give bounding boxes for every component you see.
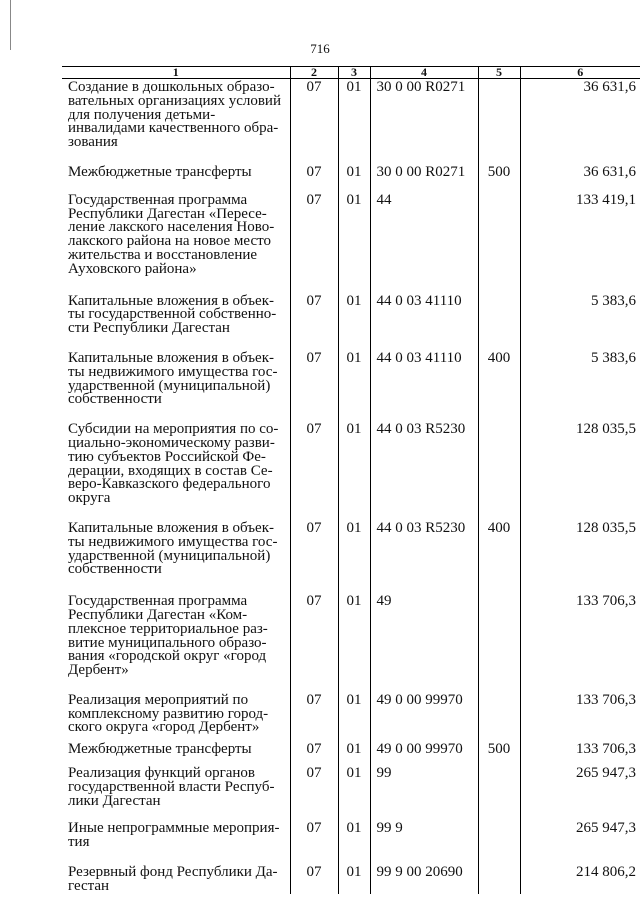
section-code-cell [290, 350, 338, 421]
section-code-text: 07 [306, 349, 322, 366]
expense-type-cell [478, 293, 520, 350]
target-article-cell [370, 520, 478, 593]
table-row [62, 520, 640, 593]
expense-name-cell [62, 192, 290, 293]
target-article-text: 99 9 00 20690 [376, 864, 463, 881]
table-row [62, 692, 640, 741]
amount-text: 5 383,6 [591, 349, 636, 366]
amount-cell [520, 820, 640, 864]
amount-cell [520, 593, 640, 692]
amount-text: 128 035,5 [576, 519, 636, 536]
amount-text: 5 383,6 [591, 292, 636, 309]
section-code-cell [290, 692, 338, 741]
amount-text: 36 631,6 [583, 163, 636, 180]
target-article-text: 44 [376, 191, 392, 208]
amount-cell [520, 421, 640, 520]
table-row [62, 741, 640, 765]
subsection-code-cell [338, 765, 370, 820]
expense-name-cell [62, 820, 290, 864]
section-code-text: 07 [306, 292, 322, 309]
expense-name-text: Иные непрограммные мероприя- тия [68, 820, 280, 851]
target-article-cell [370, 293, 478, 350]
table-row [62, 192, 640, 293]
expense-type-cell [478, 765, 520, 820]
expense-name-cell [62, 864, 290, 894]
budget-table [62, 66, 640, 894]
budget-table-container [62, 66, 640, 894]
section-code-cell [290, 864, 338, 894]
subsection-code-text: 01 [346, 519, 362, 536]
subsection-code-text: 01 [346, 593, 362, 610]
subsection-code-cell [338, 164, 370, 192]
table-row [62, 593, 640, 692]
expense-name-cell [62, 79, 290, 164]
section-code-cell [290, 520, 338, 593]
section-code-cell [290, 741, 338, 765]
table-row [62, 820, 640, 864]
section-code-text: 07 [306, 79, 322, 95]
target-article-cell [370, 741, 478, 765]
subsection-code-text: 01 [346, 79, 362, 95]
expense-type-cell [478, 350, 520, 421]
target-article-text: 44 0 03 41110 [376, 349, 462, 366]
amount-cell [520, 692, 640, 741]
target-article-cell [370, 692, 478, 741]
target-article-cell [370, 421, 478, 520]
amount-text: 133 419,1 [576, 191, 636, 208]
subsection-code-cell [338, 350, 370, 421]
expense-type-cell [478, 520, 520, 593]
section-code-cell [290, 293, 338, 350]
expense-name-cell [62, 593, 290, 692]
amount-text: 133 706,3 [576, 741, 636, 758]
subsection-code-cell [338, 192, 370, 293]
expense-name-text: Субсидии на мероприятия по со- циально-экономическому разви- тию субъектов Российской Фе- дерации, входящих в состав Се- веро-Кавказского федерального округа [68, 421, 279, 507]
expense-name-cell [62, 164, 290, 192]
target-article-cell [370, 79, 478, 164]
table-body [62, 79, 640, 894]
expense-name-cell [62, 741, 290, 765]
column-header-1: 1 [62, 67, 290, 79]
expense-type-text: 400 [487, 349, 511, 366]
column-header-5: 5 [478, 67, 520, 79]
column-header-2: 2 [290, 67, 338, 79]
section-code-text: 07 [306, 421, 322, 438]
amount-cell [520, 192, 640, 293]
target-article-cell [370, 350, 478, 421]
subsection-code-text: 01 [346, 765, 362, 782]
amount-cell [520, 520, 640, 593]
expense-type-text: 400 [487, 519, 511, 536]
target-article-text: 44 0 03 41110 [376, 292, 462, 309]
expense-name-text: Капитальные вложения в объек- ты недвижимого имущества гос- ударственной (муниципальной) собственности [68, 519, 278, 578]
expense-name-text: Капитальные вложения в объек- ты государственной собственно- сти Республики Дагестан [68, 292, 277, 337]
expense-name-text: Государственная программа Республики Дагестан «Пересе- ление лакского населения Ново- лакского района на новое место жительства и восстановление Ауховского района» [68, 191, 275, 277]
target-article-text: 49 [376, 593, 392, 610]
section-code-text: 07 [306, 163, 322, 180]
amount-text: 265 947,3 [576, 820, 636, 837]
target-article-cell [370, 593, 478, 692]
target-article-text: 99 9 [376, 820, 403, 837]
table-row [62, 765, 640, 820]
amount-cell [520, 164, 640, 192]
target-article-cell [370, 164, 478, 192]
section-code-cell [290, 79, 338, 164]
section-code-text: 07 [306, 519, 322, 536]
amount-text: 265 947,3 [576, 765, 636, 782]
subsection-code-text: 01 [346, 691, 362, 708]
expense-type-cell [478, 741, 520, 765]
target-article-cell [370, 864, 478, 894]
expense-name-text: Реализация функций органов государственной власти Респуб- лики Дагестан [68, 765, 275, 809]
expense-name-cell [62, 350, 290, 421]
subsection-code-cell [338, 741, 370, 765]
subsection-code-cell [338, 692, 370, 741]
expense-type-text: 500 [487, 163, 511, 180]
expense-name-cell [62, 520, 290, 593]
amount-text: 214 806,2 [576, 864, 636, 881]
table-row [62, 293, 640, 350]
subsection-code-text: 01 [346, 191, 362, 208]
section-code-cell [290, 164, 338, 192]
amount-text: 133 706,3 [576, 691, 636, 708]
section-code-text: 07 [306, 864, 322, 881]
subsection-code-cell [338, 520, 370, 593]
target-article-text: 44 0 03 R5230 [376, 421, 466, 438]
section-code-cell [290, 421, 338, 520]
subsection-code-text: 01 [346, 741, 362, 758]
table-row [62, 350, 640, 421]
section-code-text: 07 [306, 765, 322, 782]
table-row [62, 864, 640, 894]
expense-name-text: Капитальные вложения в объек- ты недвижимого имущества гос- ударственной (муниципальной) собственности [68, 349, 278, 408]
section-code-cell [290, 765, 338, 820]
amount-cell [520, 741, 640, 765]
subsection-code-cell [338, 864, 370, 894]
target-article-cell [370, 820, 478, 864]
target-article-text: 44 0 03 R5230 [376, 519, 466, 536]
amount-cell [520, 350, 640, 421]
expense-name-cell [62, 421, 290, 520]
expense-type-cell [478, 164, 520, 192]
expense-name-text: Создание в дошкольных образо- вательных организациях условий для получения детьми- инвалидами качественного обра- зования [68, 79, 281, 151]
table-row [62, 164, 640, 192]
amount-cell [520, 79, 640, 164]
expense-type-cell [478, 421, 520, 520]
expense-name-cell [62, 293, 290, 350]
page-number: 716 [310, 41, 330, 56]
section-code-cell [290, 192, 338, 293]
section-code-text: 07 [306, 191, 322, 208]
expense-name-text: Межбюджетные трансферты [68, 163, 252, 180]
subsection-code-text: 01 [346, 349, 362, 366]
amount-cell [520, 864, 640, 894]
section-code-text: 07 [306, 691, 322, 708]
subsection-code-cell [338, 293, 370, 350]
subsection-code-text: 01 [346, 864, 362, 881]
column-header-4: 4 [370, 67, 478, 79]
amount-text: 128 035,5 [576, 421, 636, 438]
subsection-code-text: 01 [346, 820, 362, 837]
subsection-code-cell [338, 79, 370, 164]
subsection-code-text: 01 [346, 163, 362, 180]
expense-type-cell [478, 593, 520, 692]
section-code-text: 07 [306, 741, 322, 758]
expense-name-text: Государственная программа Республики Дагестан «Ком- плексное территориальное раз- витие муниципального образо- вания «городской округ «город Дербент» [68, 593, 268, 679]
target-article-text: 49 0 00 99970 [376, 691, 463, 708]
amount-text: 36 631,6 [583, 79, 636, 95]
expense-type-cell [478, 192, 520, 293]
subsection-code-cell [338, 820, 370, 864]
amount-text: 133 706,3 [576, 593, 636, 610]
section-code-text: 07 [306, 820, 322, 837]
expense-name-text: Межбюджетные трансферты [68, 741, 252, 758]
table-row [62, 421, 640, 520]
target-article-cell [370, 765, 478, 820]
subsection-code-text: 01 [346, 421, 362, 438]
expense-type-cell [478, 692, 520, 741]
expense-name-text: Резервный фонд Республики Да- гестан [68, 864, 278, 894]
expense-type-cell [478, 864, 520, 894]
expense-type-cell [478, 79, 520, 164]
target-article-text: 30 0 00 R0271 [376, 163, 466, 180]
subsection-code-text: 01 [346, 292, 362, 309]
section-code-cell [290, 820, 338, 864]
section-code-text: 07 [306, 593, 322, 610]
amount-cell [520, 293, 640, 350]
expense-name-cell [62, 692, 290, 741]
target-article-text: 49 0 00 99970 [376, 741, 463, 758]
subsection-code-cell [338, 421, 370, 520]
header-row [62, 67, 640, 79]
table-row [62, 79, 640, 164]
column-header-6: 6 [520, 67, 640, 79]
target-article-cell [370, 192, 478, 293]
subsection-code-cell [338, 593, 370, 692]
expense-type-text: 500 [487, 741, 511, 758]
column-header-3: 3 [338, 67, 370, 79]
expense-name-text: Реализация мероприятий по комплексному развитию город- ского округа «город Дербент» [68, 691, 269, 736]
amount-cell [520, 765, 640, 820]
section-code-cell [290, 593, 338, 692]
target-article-text: 99 [376, 765, 392, 782]
target-article-text: 30 0 00 R0271 [376, 79, 466, 95]
expense-type-cell [478, 820, 520, 864]
expense-name-cell [62, 765, 290, 820]
